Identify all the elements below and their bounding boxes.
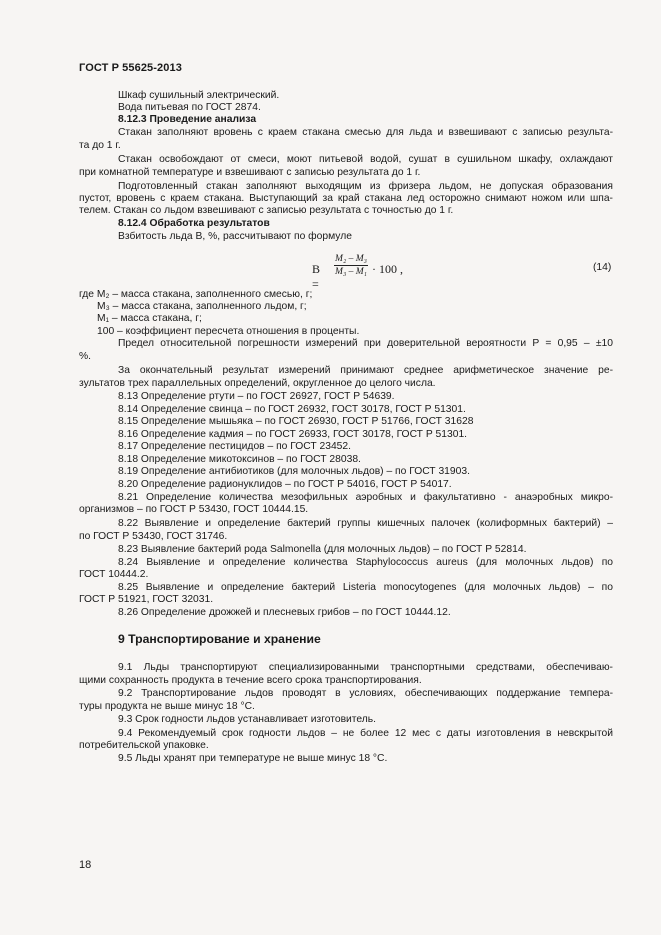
text-line: Предел относительной погрешности измерений при доверительной вероятности P = 0,95 – ±10 (118, 338, 613, 349)
formula-lhs: B = (312, 262, 321, 291)
text-line: Стакан заполняют вровень с краем стакана смесью для льда и взвешивают с записью результа- (118, 127, 613, 138)
clause-9-4: 9.4 Рекомендуемый срок годности льдов – не более 12 мес с даты изготовления в невскрытой (118, 728, 613, 739)
clause-8-22-cont: по ГОСТ Р 53430, ГОСТ 31746. (79, 531, 228, 542)
text-line: Взбитость льда В, %, рассчитывают по формуле (118, 231, 352, 242)
text-line: зультатов трех параллельных определений, округленное до целого числа. (79, 378, 436, 389)
section-9-title: 9 Транспортирование и хранение (118, 632, 321, 646)
clause-8-26: 8.26 Определение дрожжей и плесневых грибов – по ГОСТ 10444.12. (118, 607, 451, 618)
subsection-heading: 8.12.3 Проведение анализа (118, 114, 257, 125)
equation-number: (14) (593, 262, 612, 273)
clause-8-25-cont: ГОСТ Р 51921, ГОСТ 32031. (79, 594, 214, 605)
where-line: M₁ – масса стакана, г; (97, 313, 202, 324)
where-line: где M₂ – масса стакана, заполненного смесью, г; (79, 289, 313, 300)
clause-8-14: 8.14 Определение свинца – по ГОСТ 26932, ГОСТ 30178, ГОСТ Р 51301. (118, 404, 466, 415)
text-line: %. (79, 351, 92, 362)
page-number: 18 (79, 859, 92, 871)
clause-8-21-cont: организмов – по ГОСТ Р 53430, ГОСТ 10444.15. (79, 504, 309, 515)
clause-8-19: 8.19 Определение антибиотиков (для молочных льдов) – по ГОСТ 31903. (118, 466, 470, 477)
text-line: пустот, вровень с краем стакана. Выступающий за край стакана лед осторожно снимают ножом или шпа- (79, 193, 613, 204)
text-line: Вода питьевая по ГОСТ 2874. (118, 102, 261, 113)
formula-denominator: M₃ – M₁ (335, 267, 367, 277)
clause-8-24: 8.24 Выявление и определение количества Staphylococcus aureus (для молочных льдов) по (118, 557, 613, 568)
text-line: та до 1 г. (79, 140, 121, 151)
clause-8-15: 8.15 Определение мышьяка – по ГОСТ 26930, ГОСТ Р 51766, ГОСТ 31628 (118, 416, 474, 427)
clause-9-1: 9.1 Льды транспортируют специализированными транспортными средствами, обеспечиваю- (118, 662, 613, 673)
text-line: За окончательный результат измерений принимают среднее арифметическое значение ре- (118, 365, 613, 376)
doc-header: ГОСТ Р 55625-2013 (79, 62, 182, 74)
clause-8-17: 8.17 Определение пестицидов – по ГОСТ 23452. (118, 441, 351, 452)
where-line: M₃ – масса стакана, заполненного льдом, г; (97, 301, 307, 312)
text-line: Подготовленный стакан заполняют выходящим из фризера льдом, не допуская образования (118, 181, 613, 192)
clause-8-23: 8.23 Выявление бактерий рода Salmonella (для молочных льдов) – по ГОСТ Р 52814. (118, 544, 527, 555)
clause-9-3: 9.3 Срок годности льдов устанавливает изготовитель. (118, 714, 377, 725)
formula-rhs: · 100 , (372, 262, 403, 276)
clause-8-22: 8.22 Выявление и определение бактерий группы кишечных палочек (колиформных бактерий) – (118, 518, 613, 529)
text-line: Стакан освобождают от смеси, моют питьевой водой, сушат в сушильном шкафу, охлаждают (118, 154, 613, 165)
formula-numerator: M₂ – M₃ (335, 254, 367, 264)
clause-9-1-cont: щими сохранность продукта в течение всего срока транспортирования. (79, 675, 422, 686)
clause-8-13: 8.13 Определение ртути – по ГОСТ 26927, ГОСТ Р 54639. (118, 391, 395, 402)
clause-8-20: 8.20 Определение радионуклидов – по ГОСТ Р 54016, ГОСТ Р 54017. (118, 479, 452, 490)
subsection-heading: 8.12.4 Обработка результатов (118, 218, 270, 229)
clause-8-18: 8.18 Определение микотоксинов – по ГОСТ 28038. (118, 454, 361, 465)
clause-9-2: 9.2 Транспортирование льдов проводят в условиях, обеспечивающих поддержание темпера- (118, 688, 613, 699)
clause-9-5: 9.5 Льды хранят при температуре не выше минус 18 °С. (118, 753, 388, 764)
clause-9-4-cont: потребительской упаковке. (79, 740, 209, 751)
clause-8-25: 8.25 Выявление и определение бактерий Listeria monocytogenes (для молочных льдов) – по (118, 582, 613, 593)
text-line: Шкаф сушильный электрический. (118, 90, 280, 101)
text-line: телем. Стакан со льдом взвешивают с записью результата с точностью до 1 г. (79, 205, 454, 216)
formula-fraction (334, 254, 368, 277)
text-line: при комнатной температуре и взвешивают с записью результата до 1 г. (79, 167, 421, 178)
where-line: 100 – коэффициент пересчета отношения в проценты. (97, 326, 360, 337)
clause-8-16: 8.16 Определение кадмия – по ГОСТ 26933, ГОСТ 30178, ГОСТ Р 51301. (118, 429, 468, 440)
clause-8-21: 8.21 Определение количества мезофильных аэробных и факультативно - анаэробных микро- (118, 492, 613, 503)
clause-8-24-cont: ГОСТ 10444.2. (79, 569, 149, 580)
clause-9-2-cont: туры продукта не выше минус 18 °С. (79, 701, 255, 712)
